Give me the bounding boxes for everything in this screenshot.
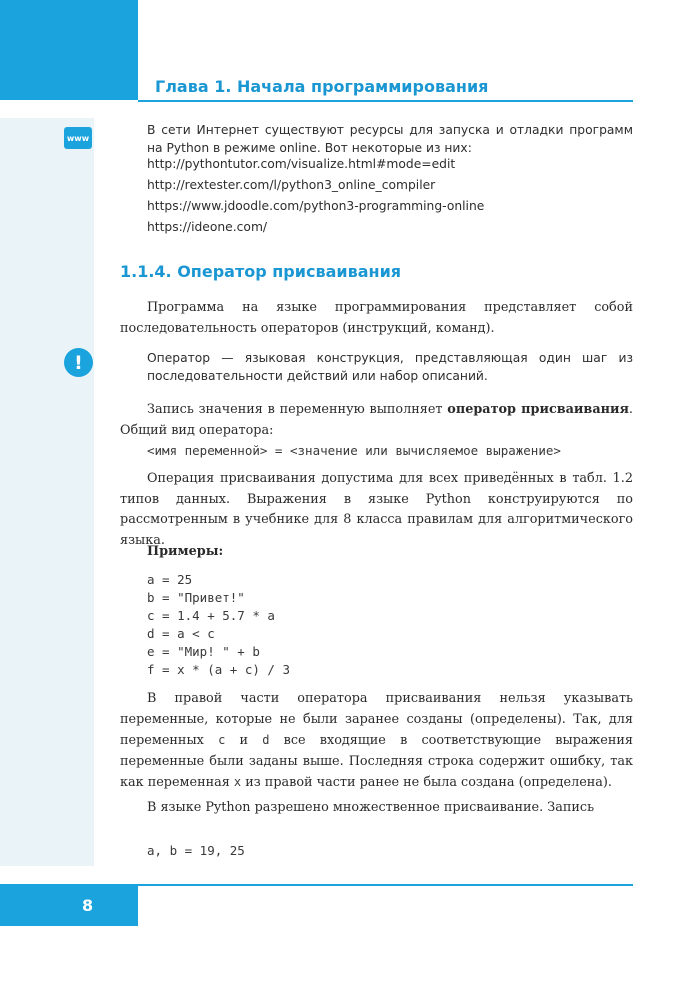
code-line: d = a < c bbox=[147, 626, 215, 641]
online-resources-intro: В сети Интернет существуют ресурсы для запуска и отладки программ на Python в режиме online. Вот некоторые из них: bbox=[147, 123, 633, 155]
paragraph-assignment-operator: Запись значения в переменную выполняет оператор присваивания. Общий вид оператора: bbox=[120, 402, 633, 438]
header-color-tab bbox=[0, 0, 138, 100]
resource-link-4[interactable]: https://ideone.com/ bbox=[147, 220, 268, 234]
chapter-title: Глава 1. Начала программирования bbox=[155, 77, 489, 96]
exclamation-icon: ! bbox=[64, 348, 93, 377]
code-line: c = 1.4 + 5.7 * a bbox=[147, 608, 275, 623]
inline-code-x: x bbox=[233, 775, 242, 790]
code-line: a = 25 bbox=[147, 572, 193, 587]
definition-note: Оператор — языковая конструкция, представляющая один шаг из последовательности действий или набор описаний. bbox=[147, 351, 633, 383]
examples-label: Примеры: bbox=[147, 544, 224, 559]
page-number: 8 bbox=[82, 896, 94, 915]
footer-rule bbox=[138, 884, 633, 886]
header-rule bbox=[138, 100, 633, 102]
code-line: b = "Привет!" bbox=[147, 590, 245, 605]
resource-link-3[interactable]: https://www.jdoodle.com/python3-programming-online bbox=[147, 199, 485, 213]
term-assignment-operator: оператор присваивания bbox=[447, 402, 629, 417]
code-line: e = "Мир! " + b bbox=[147, 644, 260, 659]
paragraph-undefined-variables: В правой части оператора присваивания нельзя указывать переменные, которые не были заранее созданы (определены). Так, для переменных c и d все входящие в соответствующие выражения переменные были заданы выше. Последняя строка содержит ошибку, так как переменная x из правой части ранее не была создана (определена). bbox=[120, 691, 633, 791]
section-title: 1.1.4. Оператор присваивания bbox=[120, 262, 402, 281]
inline-code-d: d bbox=[262, 733, 270, 748]
paragraph-multiple-assignment: В языке Python разрешено множественное присваивание. Запись bbox=[147, 800, 595, 815]
www-icon: www bbox=[64, 127, 92, 149]
paragraph-program-definition: Программа на языке программирования представляет собой последовательность операторов (инструкций, команд). bbox=[120, 300, 633, 336]
inline-code-c: c bbox=[218, 733, 226, 748]
resource-link-2[interactable]: http://rextester.com/l/python3_online_compiler bbox=[147, 178, 436, 192]
code-line: f = x * (a + c) / 3 bbox=[147, 662, 290, 677]
margin-band bbox=[0, 118, 94, 866]
paragraph-data-types: Операция присваивания допустима для всех приведённых в табл. 1.2 типов данных. Выражения в языке Python конструируются по рассмотренным в учебнике для 8 класса правилам для алгоритмического языка. bbox=[120, 471, 633, 548]
general-form-syntax: <имя переменной> = <значение или вычисляемое выражение> bbox=[147, 443, 561, 458]
footer-color-tab bbox=[0, 884, 138, 926]
resource-link-1[interactable]: http://pythontutor.com/visualize.html#mode=edit bbox=[147, 157, 456, 171]
code-multiple-assignment: a, b = 19, 25 bbox=[147, 843, 245, 858]
